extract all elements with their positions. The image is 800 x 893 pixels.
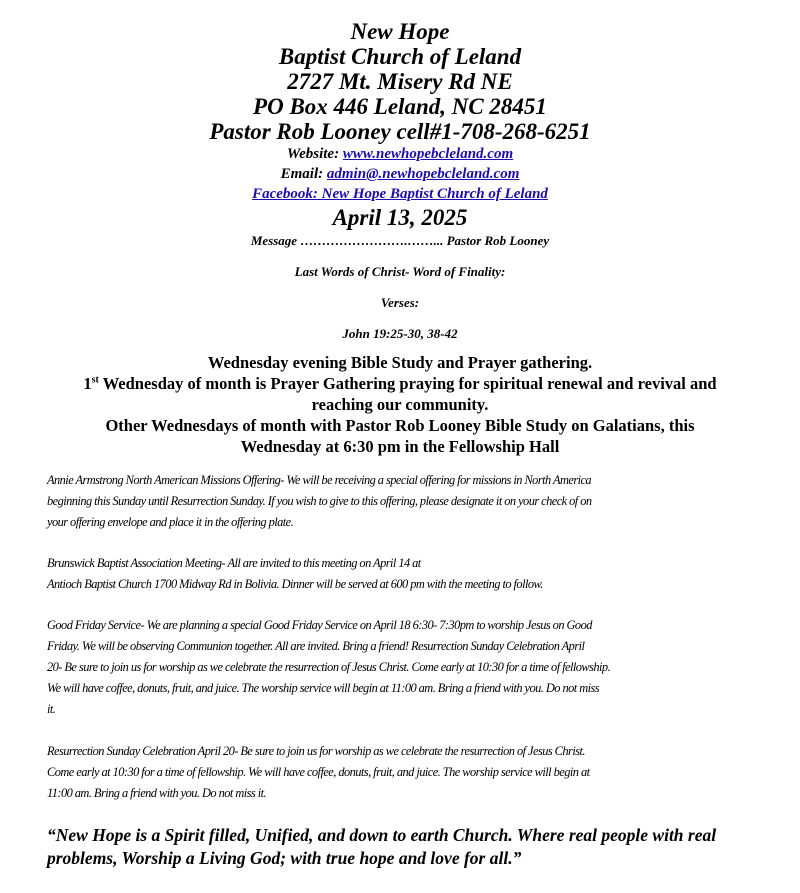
announcement-line: Brunswick Baptist Association Meeting- All are invited to this meeting on April 14 at <box>47 556 421 570</box>
wednesday-line4: Other Wednesdays of month with Pastor Rob Looney Bible Study on Galatians, this <box>105 416 695 435</box>
sermon-section <box>0 233 800 342</box>
church-header <box>0 0 800 231</box>
sermon-message: Message …………………….……... Pastor Rob Looney <box>250 233 550 248</box>
wednesday-line2 <box>0 373 800 394</box>
announcement-line: We will have coffee, donuts, fruit, and juice. The worship service will begin at 11:00 am. Bring a friend with you. Do not miss <box>47 681 600 695</box>
email-link[interactable]: admin@.newhopebcleland.com <box>326 166 520 182</box>
ordinal-number: 1 <box>83 374 92 393</box>
announcement-missions-offering <box>0 470 767 533</box>
wednesday-section <box>0 352 800 457</box>
bulletin-date: April 13, 2025 <box>332 205 468 230</box>
sermon-title: Last Words of Christ- Word of Finality: <box>294 264 506 279</box>
email-line <box>0 164 800 184</box>
verses-reference: John 19:25-30, 38-42 <box>342 326 458 341</box>
announcements <box>0 470 800 804</box>
announcement-resurrection-sunday <box>0 741 767 804</box>
quote-line2: problems, Worship a Living God; with true hope and love for all.” <box>47 848 522 868</box>
website-label: Website: <box>286 146 343 162</box>
announcement-line: Come early at 10:30 for a time of fellowship. We will have coffee, donuts, fruit, and juice. The worship service will begin at <box>47 765 590 779</box>
website-link[interactable]: www.newhopebcleland.com <box>342 146 514 162</box>
announcement-line: Friday. We will be observing Communion together. All are invited. Bring a friend! Resurrection Sunday Celebration April <box>47 639 585 653</box>
ordinal-suffix: st <box>91 374 99 386</box>
church-name: New Hope <box>350 19 450 44</box>
quote-line1: “New Hope is a Spirit filled, Unified, and down to earth Church. Where real people with real <box>47 825 717 845</box>
wednesday-line5: Wednesday at 6:30 pm in the Fellowship Hall <box>240 437 560 456</box>
church-address: 2727 Mt. Misery Rd NE <box>287 69 513 94</box>
announcement-line: 11:00 am. Bring a friend with you. Do not miss it. <box>47 786 267 800</box>
announcement-line: Antioch Baptist Church 1700 Midway Rd in Bolivia. Dinner will be served at 600 pm with the meeting to follow. <box>47 577 543 591</box>
announcement-line: 20- Be sure to join us for worship as we celebrate the resurrection of Jesus Christ. Come early at 10:30 for a time of fellowship. <box>47 660 611 674</box>
verses-label: Verses: <box>380 295 420 310</box>
wednesday-line3: reaching our community. <box>311 395 489 414</box>
church-name-line2: Baptist Church of Leland <box>278 44 522 69</box>
facebook-link[interactable]: Facebook: New Hope Baptist Church of Leland <box>252 186 548 202</box>
facebook-line <box>0 184 800 204</box>
announcement-line: Resurrection Sunday Celebration April 20- Be sure to join us for worship as we celebrate the resurrection of Jesus Christ. <box>47 744 585 758</box>
church-po-box: PO Box 446 Leland, NC 28451 <box>253 94 547 119</box>
church-motto-quote <box>0 824 787 870</box>
wednesday-line2-text: Wednesday of month is Prayer Gathering praying for spiritual renewal and revival and <box>98 374 717 393</box>
announcement-good-friday <box>0 615 767 720</box>
announcement-line: Good Friday Service- We are planning a special Good Friday Service on April 18 6:30- 7:30pm to worship Jesus on Good <box>47 618 592 632</box>
announcement-line: Annie Armstrong North American Missions Offering- We will be receiving a special offering for missions in North America <box>47 473 592 487</box>
announcement-line: your offering envelope and place it in the offering plate. <box>47 515 294 529</box>
announcement-line: it. <box>47 702 56 716</box>
announcement-line: beginning this Sunday until Resurrection Sunday. If you wish to give to this offering, please designate it on your check of on <box>47 494 592 508</box>
announcement-association-meeting <box>0 553 767 595</box>
email-label: Email: <box>280 166 327 182</box>
pastor-contact: Pastor Rob Looney cell#1-708-268-6251 <box>209 119 591 144</box>
website-line <box>0 144 800 164</box>
wednesday-line1: Wednesday evening Bible Study and Prayer gathering. <box>207 353 593 372</box>
